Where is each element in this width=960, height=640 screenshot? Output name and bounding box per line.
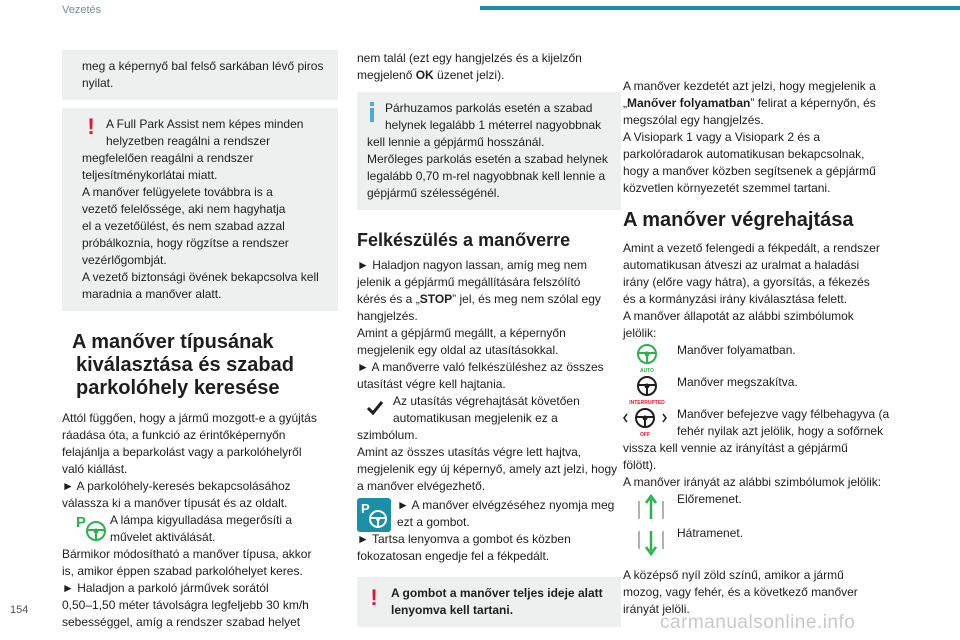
body-line: nem talál (ezt egy hangjelzés és a kijelzőn <box>357 51 582 65</box>
warning-line-1: A gombot a manőver teljes ideje alatt <box>391 586 603 600</box>
body-line: ► A manőverre való felkészüléshez az összes <box>357 360 604 374</box>
body-line: A középső nyíl zöld színű, amikor a jármű <box>623 568 844 582</box>
continuation-text: meg a képernyő bal felső sarkában lévő piros nyilat. <box>82 59 324 90</box>
body-line: A manőver állapotát az alábbi szimbólumok <box>623 309 854 323</box>
body-line: 0,50–1,50 méter távolságra legfeljebb 30 km/h <box>62 598 309 612</box>
body-line <box>357 291 621 308</box>
body-line: Amint az összes utasítás végre lett hajtva, <box>357 445 582 459</box>
svg-text:AUTO: AUTO <box>639 368 655 374</box>
body-line: A Visiopark 1 vagy a Visiopark 2 és a <box>623 130 821 144</box>
warning-box-2 <box>357 577 621 627</box>
status-off <box>623 406 913 440</box>
body-text-1 <box>62 410 338 512</box>
body-line <box>357 67 621 84</box>
text: „ <box>623 96 627 110</box>
body-text-middle-arrow <box>623 567 913 618</box>
button-line-1: ► A manőver elvégzéséhez nyomja meg <box>397 498 615 512</box>
text: ” felirat a képernyőn, és <box>750 96 876 110</box>
column-2 <box>357 50 621 627</box>
text: megjelenő <box>357 68 416 82</box>
status-off-line-1: Manőver befejezve vagy félbehagyva (a <box>677 407 890 421</box>
steering-wheel-auto-icon <box>627 342 667 374</box>
lamp-line-2: művelet aktiválását. <box>110 530 216 544</box>
warning-line-6: vezető felelőssége, aki nem hagyhatja <box>82 202 286 216</box>
direction-reverse <box>623 525 913 559</box>
text: üzenet jelzi). <box>433 68 505 82</box>
status-auto <box>623 342 913 374</box>
reverse-label: Hátramenet. <box>677 526 744 540</box>
column-3 <box>623 78 913 618</box>
info-box <box>357 92 621 210</box>
body-text-2 <box>62 546 338 631</box>
body-line: való kiállást. <box>62 462 128 476</box>
continuation-box <box>62 50 338 100</box>
forward-arrows-icon <box>633 493 669 523</box>
status-off-line-2: fehér nyilak azt jelölik, hogy a sofőrnek <box>677 424 884 438</box>
body-line <box>623 95 913 112</box>
info-line-1: Párhuzamos parkolás esetén a szabad <box>385 101 593 115</box>
body-line: ► Haladjon nagyon lassan, amíg meg nem <box>357 258 588 272</box>
body-line: megjelenik egy oldal az utasításokkal. <box>357 343 559 357</box>
body-line: mozog, vagy fehér, és a következő manőver <box>623 585 858 599</box>
lamp-line-1: A lámpa kigyulladása megerősíti a <box>110 513 293 527</box>
body-line: hogy a manőver közben segítsenek a gépjármű <box>623 164 876 178</box>
body-line: irányát jelöli. <box>623 602 690 616</box>
body-line: fokozatosan engedje fel a fékpedált. <box>357 549 550 563</box>
page-number: 154 <box>10 604 29 616</box>
heading-line-2: kiválasztása és szabad <box>76 354 294 376</box>
body-line: szimbólum. <box>357 428 418 442</box>
body-line: A manőver kezdetét azt jelzi, hogy megjelenik a <box>623 79 876 93</box>
direction-forward <box>623 491 913 525</box>
info-line-5: legalább 0,70 m-rel nagyobbnak kell lennie a <box>367 169 606 183</box>
body-text-direction <box>623 440 913 491</box>
status-interrupted-label: Manőver megszakítva. <box>677 375 798 389</box>
button-line-2: ezt a gombot. <box>397 515 470 529</box>
body-line: parkolóradarok automatikusan bekapcsolnak, <box>623 147 865 161</box>
status-auto-label: Manőver folyamatban. <box>677 343 796 357</box>
body-line: irány (előre vagy hátra), a gyorsítás, a fékezés <box>623 275 870 289</box>
heading-line-1: A manőver típusának <box>72 331 274 353</box>
body-line: A manőver irányát az alábbi szimbólumok jelölik: <box>623 475 882 489</box>
warning-line-8: próbálkoznia, hogy rögzítse a rendszer <box>82 236 289 250</box>
body-line: automatikusan átveszi az uralmat a haladási <box>623 258 860 272</box>
body-line: sebességgel, amíg a rendszer szabad helyet <box>62 615 301 629</box>
body-line: jelenik a gépjármű megállítására felszólító <box>357 275 581 289</box>
warning-line-3: megfelelően reagálni a rendszer <box>82 151 254 165</box>
info-icon <box>369 102 375 122</box>
section-heading-prepare: Felkészülés a manőverre <box>357 230 571 250</box>
body-line: Amint a vezető felengedi a fékpedált, a rendszer <box>623 241 880 255</box>
steering-wheel-off-icon <box>623 406 667 438</box>
heading-line-3: parkolóhely keresése <box>76 377 280 399</box>
check-note <box>357 393 621 427</box>
body-line: vissza kell vennie az irányítást a gépjármű <box>623 441 848 455</box>
body-line: ► A parkolóhely-keresés bekapcsolásához <box>62 479 291 493</box>
body-line: ► Tartsa lenyomva a gombot és közben <box>357 532 571 546</box>
column-1 <box>62 50 338 631</box>
steering-wheel-interrupted-icon <box>627 374 667 406</box>
svg-text:P: P <box>361 501 370 516</box>
checkmark-icon <box>367 401 383 415</box>
warning-line-9: vezérlőgombját. <box>82 253 167 267</box>
body-line: megjelenik egy új képernyő, amely azt jelzi, hogy <box>357 462 618 476</box>
col3-intro <box>623 78 913 197</box>
stop-label: STOP <box>419 292 453 306</box>
forward-label: Előremenet. <box>677 492 742 506</box>
warning-line-7: el a vezetőülést, és nem szabad azzal <box>82 219 285 233</box>
status-interrupted <box>623 374 913 406</box>
reverse-arrows-icon <box>633 527 669 557</box>
body-line: válassza ki a manőver típusát és az oldalt. <box>62 496 288 510</box>
body-line: Attól függően, hogy a jármű mozgott-e a gyújtás <box>62 411 317 425</box>
body-text-release <box>357 531 621 565</box>
body-line: jelölik: <box>623 326 657 340</box>
body-text-execute <box>623 240 913 342</box>
warning-box <box>62 108 338 311</box>
body-line: és a kormányzási irány kiválasztása felett. <box>623 292 848 306</box>
col2-top-text <box>357 50 621 84</box>
warning-line-5: A manőver felügyelete továbbra is a <box>82 185 273 199</box>
warning-line-11: maradnia a manőver alatt. <box>82 287 222 301</box>
watermark: carmanualsonline.info <box>660 612 856 633</box>
body-line: utasítást végre kell hajtania. <box>357 377 506 391</box>
section-heading-execute: A manőver végrehajtása <box>623 209 854 231</box>
park-assist-lamp-icon <box>76 513 108 543</box>
lamp-note <box>62 512 338 546</box>
body-line: közvetlen környezetét szemmel tartani. <box>623 181 831 195</box>
warning-line-2: helyzetben reagálni a rendszer <box>106 134 271 148</box>
body-line: is, amikor éppen szabad parkolóhelyet keres. <box>62 564 303 578</box>
body-line: hangjelzés. <box>357 309 418 323</box>
check-line-1: Az utasítás végrehajtását követően <box>393 394 580 408</box>
body-line: felajánlja a beparkolást vagy a parkolóhelyről <box>62 445 302 459</box>
check-line-2: automatikusan megjelenik ez a <box>393 411 558 425</box>
warning-line-2: lenyomva kell tartani. <box>391 603 514 617</box>
body-text-prepare <box>357 257 621 393</box>
svg-text:INTERRUPTED: INTERRUPTED <box>629 400 665 406</box>
info-line-6: gépjármű szélességénél. <box>367 186 500 200</box>
button-note <box>357 497 621 531</box>
warning-line-4: teljesítménykorlátai miatt. <box>82 168 218 182</box>
in-progress-label: Manőver folyamatban <box>627 96 751 110</box>
info-line-3: kell lennie a gépjármű hosszánál. <box>367 135 545 149</box>
body-line: megszólal egy hangjelzés. <box>623 113 764 127</box>
body-line: a manőver elvégezhető. <box>357 479 486 493</box>
running-header: Vezetés <box>62 4 102 16</box>
body-line: ráadása óta, a funkció az érintőképernyőn <box>62 428 286 442</box>
info-line-4: Merőleges parkolás esetén a szabad helynek <box>367 152 608 166</box>
text: kérés és a „ <box>357 292 420 306</box>
park-assist-button-icon <box>357 498 391 532</box>
body-text-after-check <box>357 427 621 495</box>
body-line: fölött). <box>623 458 657 472</box>
text: ” jel, és meg nem szólal egy <box>452 292 601 306</box>
svg-text:OFF: OFF <box>640 432 650 438</box>
warning-line-1: A Full Park Assist nem képes minden <box>106 117 304 131</box>
warning-icon: ! <box>370 585 378 610</box>
info-line-2: helynek legalább 1 méterrel nagyobbnak <box>385 118 602 132</box>
warning-line-10: A vezető biztonsági övének bekapcsolva kell <box>82 270 319 284</box>
svg-text:P: P <box>76 514 87 531</box>
header-accent-bar <box>480 6 960 10</box>
ok-label: OK <box>415 68 434 82</box>
body-line: Amint a gépjármű megállt, a képernyőn <box>357 326 566 340</box>
body-line: ► Haladjon a parkoló járművek sorától <box>62 581 269 595</box>
section-heading-type <box>62 331 338 400</box>
warning-icon: ! <box>87 114 95 139</box>
body-line: Bármikor módosítható a manőver típusa, akkor <box>62 547 312 561</box>
